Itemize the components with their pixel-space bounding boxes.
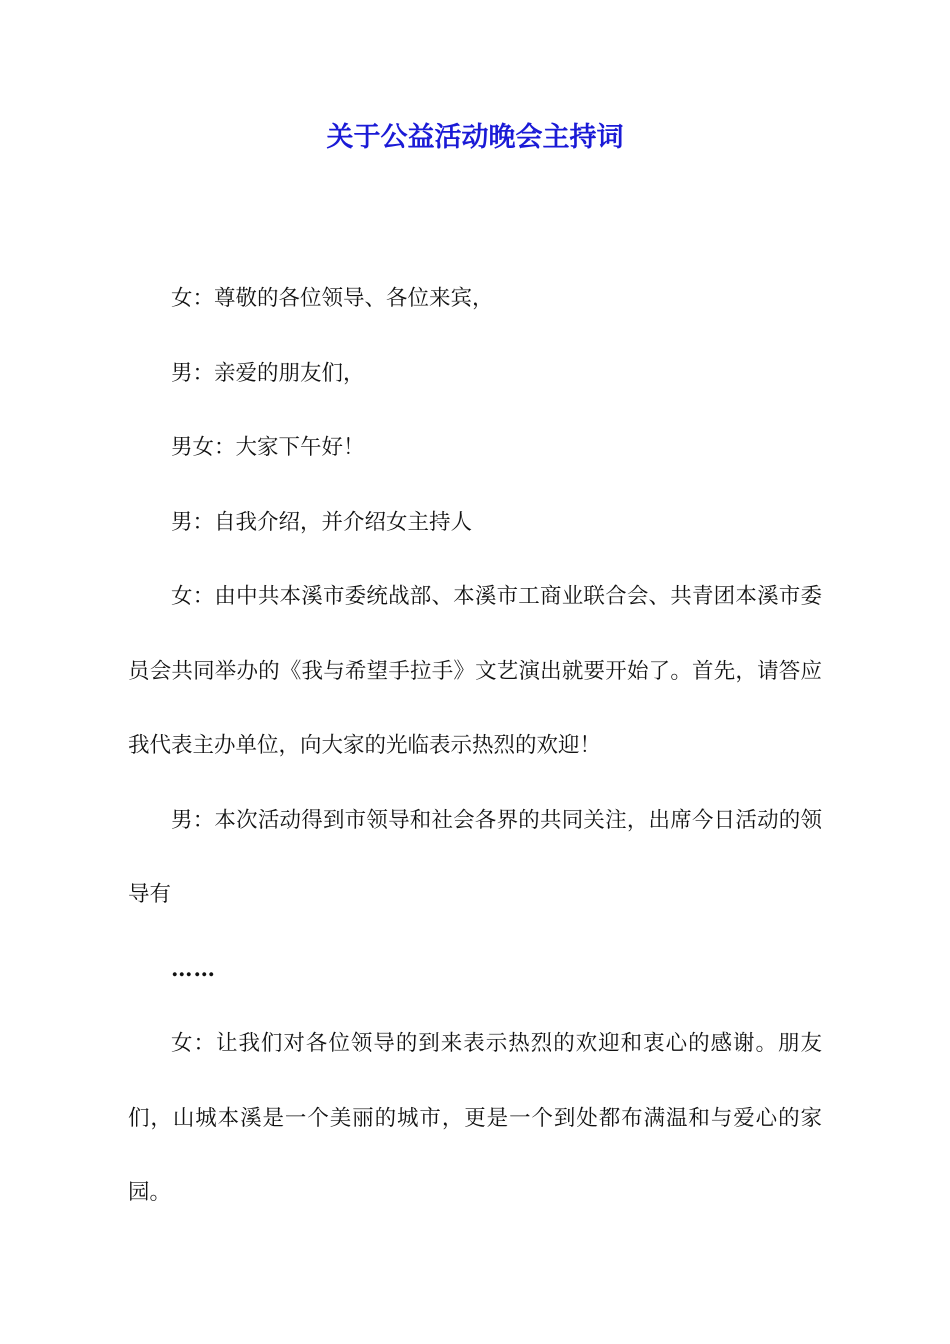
- paragraph-greeting-female: 女：尊敬的各位领导、各位来宾，: [171, 286, 494, 311]
- paragraph-greeting-male: 男：亲爱的朋友们，: [171, 360, 365, 386]
- paragraph-welcome-thanks: 女：让我们对各位领导的到来表示热烈的欢迎和衷心的感谢。朋友们，山城本溪是一个美丽的城市，更是一个到处都布满温和与爱心的家园。: [128, 1031, 822, 1205]
- document-title: 关于公益活动晚会主持词: [326, 122, 624, 153]
- paragraph-greeting-both: 男女：大家下午好！: [171, 435, 365, 460]
- paragraph-leaders-attending: 男：本次活动得到市领导和社会各界的共同关注，出席今日活动的领导有: [128, 807, 822, 907]
- document-body: [128, 262, 822, 1231]
- paragraph-event-opening: 女：由中共本溪市委统战部、本溪市工商业联合会、共青团本溪市委员会共同举办的《我与希望手拉手》文艺演出就要开始了。首先，请答应我代表主办单位，向大家的光临表示热烈的欢迎！: [128, 584, 822, 758]
- paragraph-self-introduction: 男：自我介绍，并介绍女主持人: [171, 509, 473, 535]
- paragraph-ellipsis: ……: [171, 956, 216, 982]
